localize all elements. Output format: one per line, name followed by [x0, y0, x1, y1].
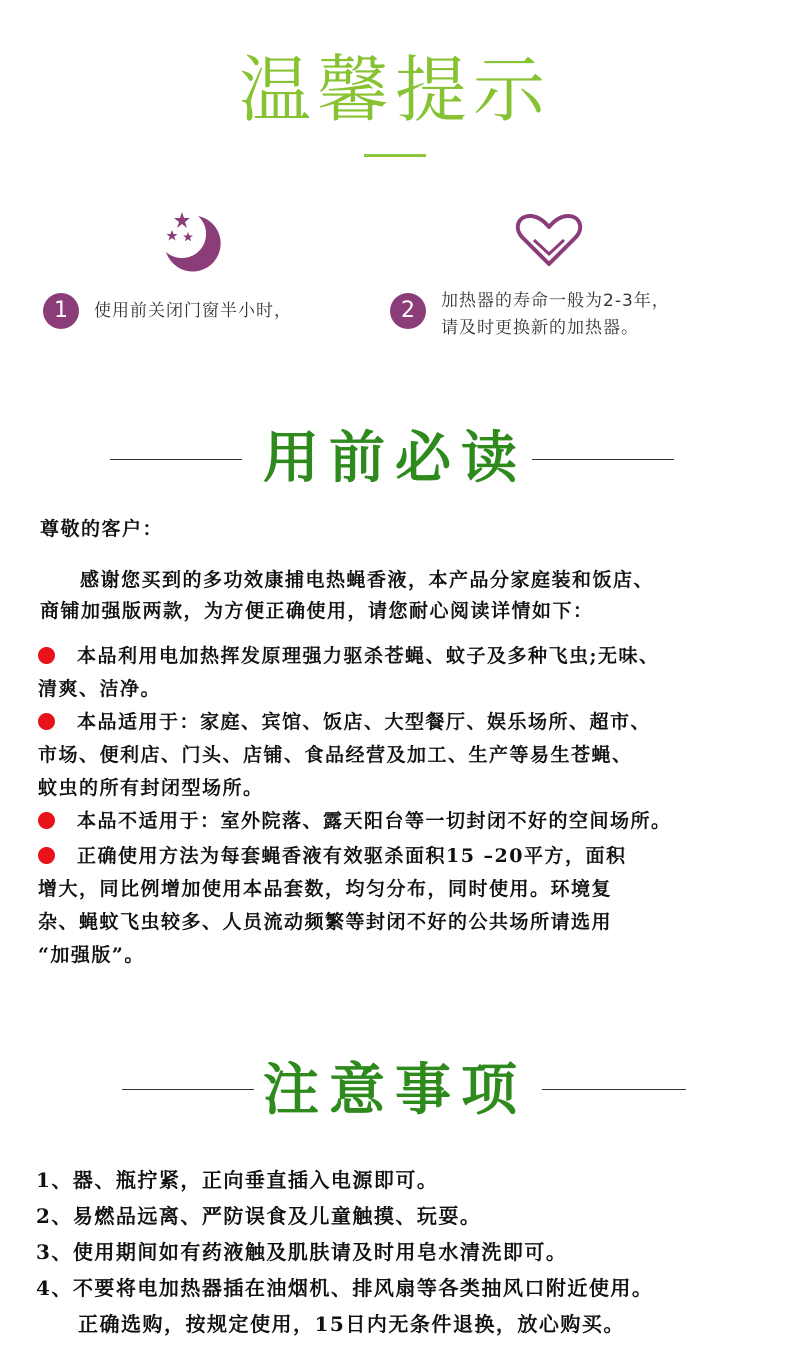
section-title: 用前必读 — [263, 425, 527, 491]
page-title: 温馨提示 — [238, 48, 551, 132]
list-item: 正确使用方法为每套蝇香液有效驱杀面积15 –20平方，面积 增大，同比例增加使用本品套数，均匀分布，同时使用。环境复 杂、蝇蚊飞虫较多、人员流动频繁等封闭不好的公共场所请选用 “加强版”。 — [38, 845, 627, 966]
list-item: 1、器、瓶拧紧，正向垂直插入电源即可。 — [36, 1168, 439, 1192]
list-item: 2、易燃品远离、严防误食及儿童触摸、玩耍。 — [36, 1204, 482, 1228]
bullet-dot — [38, 847, 55, 864]
list-item: 3、使用期间如有药液触及肌肤请及时用皂水清洗即可。 — [36, 1240, 568, 1264]
bullet-dot — [38, 713, 55, 730]
list-item: 本品适用于：家庭、宾馆、饭店、大型餐厅、娱乐场所、超市、 市场、便利店、门头、店铺、食品经营及加工、生产等易生苍蝇、 蚊虫的所有封闭型场所。 — [38, 711, 652, 799]
tip-text: 加热器的寿命一般为2-3年， 请及时更换新的加热器。 — [441, 291, 670, 338]
intro-text: 感谢您买到的多功效康捕电热蝇香液，本产品分家庭装和饭店、 — [80, 569, 655, 591]
list-item: 4、不要将电加热器插在油烟机、排风扇等各类抽风口附近使用。 — [36, 1276, 654, 1300]
list-item: 本品利用电加热挥发原理强力驱杀苍蝇、蚊子及多种飞虫;无味、 清爽、洁净。 — [38, 645, 660, 700]
closing-note: 正确选购，按规定使用，15日内无条件退换，放心购买。 — [78, 1312, 625, 1336]
tip-number-badge: 1 — [43, 293, 79, 329]
bullet-dot — [38, 812, 55, 829]
list-item: 本品不适用于：室外院落、露天阳台等一切封闭不好的空间场所。 — [38, 805, 672, 838]
tip-number-badge: 2 — [390, 293, 426, 329]
heart-icon — [514, 210, 584, 270]
bullet-dot — [38, 647, 55, 664]
tip-text: 使用前关闭门窗半小时， — [94, 301, 292, 321]
precaution-list — [36, 1162, 653, 1342]
title-underline — [364, 154, 426, 157]
greeting: 尊敬的客户： — [40, 518, 164, 540]
moon-stars-icon — [158, 208, 224, 274]
intro-text: 商铺加强版两款，为方便正确使用，请您耐心阅读详情如下： — [40, 600, 594, 622]
section-title: 注意事项 — [263, 1057, 527, 1123]
